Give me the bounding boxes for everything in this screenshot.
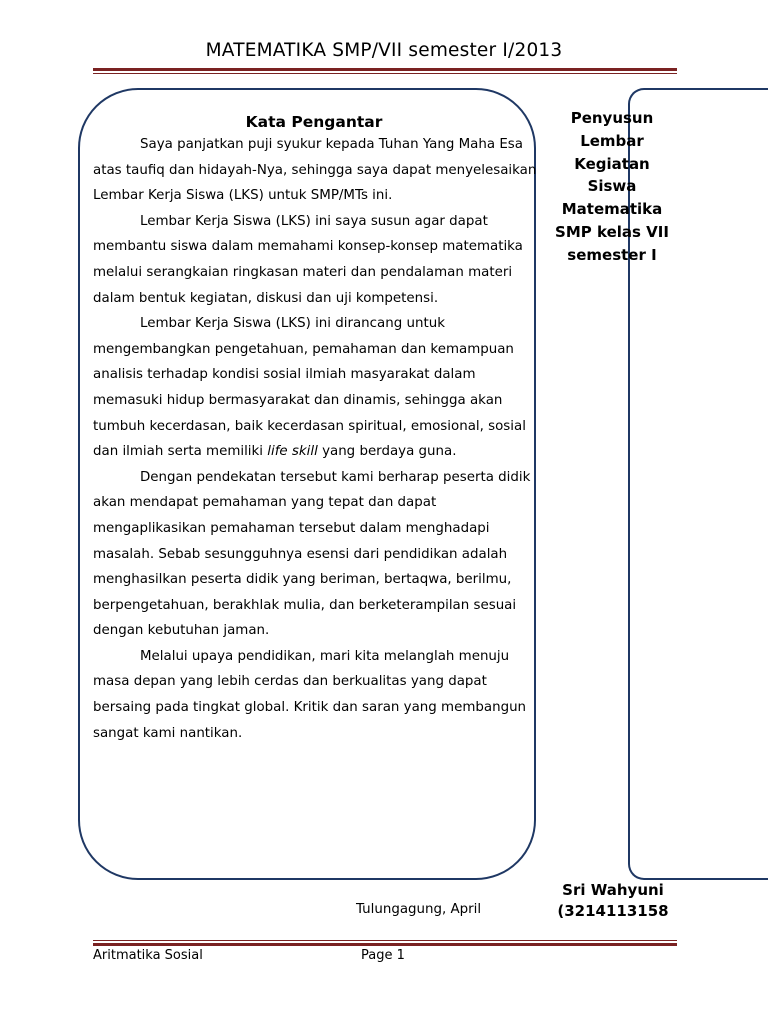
preface-paragraph: Saya panjatkan puji syukur kepada Tuhan Yang Maha Esa atas taufiq dan hidayah-Nya, sehingga saya dapat menyelesaikan Lembar Kerja Siswa (LKS) untuk SMP/MTs ini. — [93, 137, 537, 204]
page-number: Page 1 — [361, 948, 405, 963]
preface-paragraph: Lembar Kerja Siswa (LKS) ini saya susun agar dapat membantu siswa dalam memahami konsep-konsep matematika melalui serangkaian ringkasan materi dan pendalaman materi dalam bentuk kegiatan, diskusi dan uji kompetensi. — [93, 213, 523, 306]
preface-body — [93, 132, 537, 746]
footer-title: Aritmatika Sosial — [93, 948, 203, 963]
header-rule-thin — [93, 73, 677, 74]
author-block — [548, 880, 678, 922]
header-rule-thick — [93, 68, 677, 71]
header-title: MATEMATIKA SMP/VII semester I/2013 — [205, 40, 563, 61]
preface-paragraph: Melalui upaya pendidikan, mari kita melanglah menuju masa depan yang lebih cerdas dan berkualitas yang dapat bersaing pada tingkat global. Kritik dan saran yang membangun sangat kami nantikan. — [93, 648, 527, 741]
place-date: Tulungagung, April — [356, 902, 482, 917]
author-id: (3214113158 — [557, 902, 669, 920]
italic-term: life skill — [267, 444, 318, 460]
author-name: Sri Wahyuni — [562, 881, 664, 899]
footer-rule-thin — [93, 940, 677, 941]
preface-paragraph: Dengan pendekatan tersebut kami berharap peserta didik akan mendapat pemahaman yang tepat dan dapat mengaplikasikan pemahaman tersebut dalam menghadapi masalah. Sebab sesungguhnya esensi dari pendidikan adalah menghasilkan peserta didik yang beriman, bertaqwa, berilmu, berpengetahuan, berakhlak mulia, dan berketerampilan sesuai dengan kebutuhan jaman. — [93, 469, 531, 639]
paragraph-text: Lembar Kerja Siswa (LKS) ini dirancang untuk mengembangkan pengetahuan, pemahaman dan kemampuan analisis terhadap kondisi sosial ilmiah masyarakat dalam memasuki hidup bermasyarakat dan dinamis, sehingga akan tumbuh kecerdasan, baik kecerdasan spiritual, emosional, sosial dan ilmiah serta memiliki — [93, 316, 526, 460]
sidebar-title: Penyusun Lembar Kegiatan Siswa Matematika SMP kelas VII semester I — [555, 109, 669, 264]
paragraph-text: yang berdaya guna. — [317, 444, 457, 460]
footer-rule-thick — [93, 943, 677, 946]
preface-title: Kata Pengantar — [245, 113, 383, 131]
preface-paragraph — [93, 311, 537, 465]
